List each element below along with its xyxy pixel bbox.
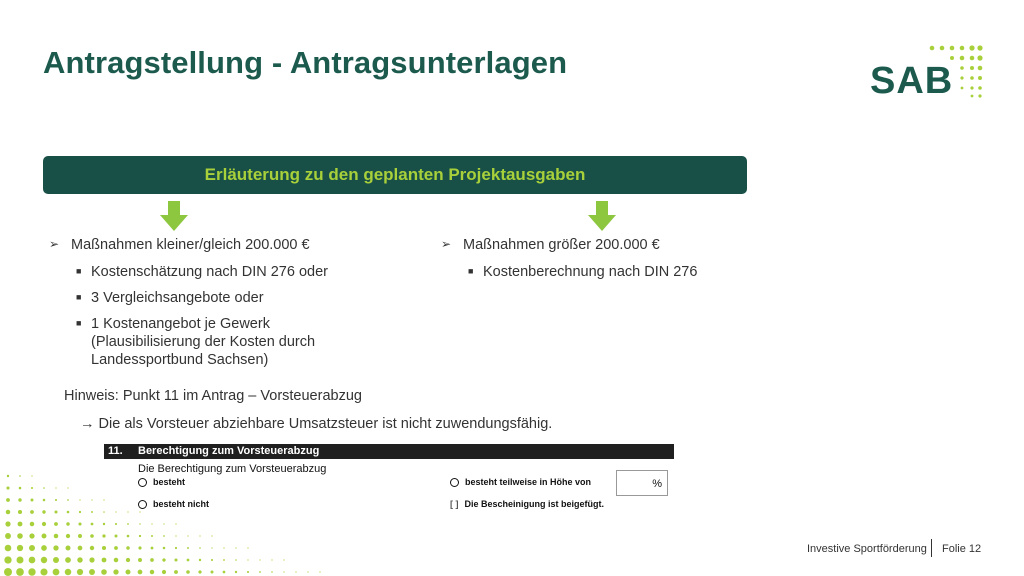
decorative-dot [30,510,34,514]
decorative-dot [30,522,35,527]
radio-icon[interactable] [450,478,459,487]
right-column [441,237,771,289]
decorative-dot [307,571,308,572]
decorative-dot [31,499,34,502]
decorative-dot [43,499,46,502]
left-column [49,237,379,377]
decorative-dot [125,569,130,574]
decorative-dot [259,559,260,560]
decorative-dot [127,523,129,525]
decorative-dot [174,558,177,561]
decorative-dot [79,511,81,513]
decorative-dot [29,545,35,551]
hint-detail [80,416,552,432]
decorative-dot [89,557,94,562]
decorative-dot [163,535,165,537]
decorative-dot [18,510,22,514]
decorative-dot [115,535,118,538]
list-item [49,315,379,369]
decorative-dot [91,499,92,500]
decorative-dot [42,522,46,526]
decorative-dot [247,547,248,548]
decorative-dot [65,545,70,550]
list-item-text: (Plausibilisierung der Kosten durch [91,334,316,350]
decorative-dot [113,569,118,574]
list-item-text: Landessportbund Sachsen) [91,352,269,368]
decorative-dot [42,534,47,539]
decorative-dot [6,486,9,489]
hint-text: Hinweis: Punkt 11 im Antrag – Vorsteuerabzug [64,388,362,404]
decorative-dot [5,545,12,552]
decorative-dot [42,510,45,513]
decorative-dot [4,568,12,576]
list-item-text: 1 Kostenangebot je Gewerk [91,316,270,332]
option-label: besteht teilweise in Höhe von [465,477,592,487]
decorative-dot [187,535,188,536]
decorative-dot [66,534,70,538]
info-banner: Erläuterung zu den geplanten Projektausgaben [43,156,747,194]
decorative-dot [41,557,47,563]
decorative-dot [16,568,24,576]
decorative-dot [102,534,105,537]
decorative-dot [115,511,116,512]
option-label: Die Bescheinigung ist beigefügt. [464,499,605,509]
decorative-dot [138,570,143,575]
decorative-dot [175,523,176,524]
decorative-dot [31,487,33,489]
decorative-dot [55,511,58,514]
form-number: 11. [108,445,123,457]
footer-section: Investive Sportförderung [807,543,927,555]
decorative-dot [199,535,200,536]
decorative-dot [103,511,105,513]
decorative-dot [91,523,94,526]
decorative-dot [53,557,59,563]
square-bullet-icon: ■ [76,318,82,328]
decorative-dot [19,475,21,477]
decorative-dot [247,559,248,560]
right-heading: Maßnahmen größer 200.000 € [463,237,660,253]
hint-detail-text: Die als Vorsteuer abziehbare Umsatzsteuer ist nicht zuwendungsfähig. [98,416,553,432]
checkbox-icon[interactable]: [ ] [450,499,459,509]
decorative-dot [174,570,178,574]
decorative-dot [6,510,11,515]
decorative-dot [295,571,296,572]
decorative-dot [235,559,237,561]
decorative-dot [29,557,36,564]
decorative-dot [186,570,190,574]
list-item [441,263,771,281]
decorative-dot [235,547,236,548]
decorative-dot [90,534,94,538]
decorative-dot [19,487,22,490]
decorative-dot [17,533,23,539]
decorative-dot [18,498,21,501]
list-item [49,289,379,307]
decorative-dot [103,523,105,525]
square-bullet-icon: ■ [468,266,474,276]
decorative-dot [151,547,154,550]
square-bullet-icon: ■ [76,292,82,302]
decorative-dot [138,546,141,549]
decorative-dot [235,571,237,573]
decorative-dot [211,559,213,561]
decorative-dot [151,535,153,537]
form-header-label: Berechtigung zum Vorsteuerabzug [138,445,320,457]
decorative-dot [127,535,130,538]
decorative-dot [101,569,107,575]
arrowhead-bullet-icon: ➢ [49,237,60,251]
form-subheading: Die Berechtigung zum Vorsteuerabzug [138,463,327,475]
list-item-text: Kostenschätzung nach DIN 276 oder [91,264,328,280]
decorative-dot [77,569,83,575]
decorative-dot [28,568,35,575]
left-heading: Maßnahmen kleiner/gleich 200.000 € [71,237,310,253]
decorative-dot [78,522,81,525]
arrow-down-icon [158,201,190,233]
decorative-dot [187,559,190,562]
decorative-dot [211,547,212,548]
decorative-dot [223,571,226,574]
decorative-dot [40,568,47,575]
decorative-dot [17,545,23,551]
decorative-dot [41,545,47,551]
decorative-dot [223,547,224,548]
decorative-dot [18,522,23,527]
decorative-dot [78,546,83,551]
decorative-dot [151,523,152,524]
list-item-text: 3 Vergleichsangebote oder [91,290,264,306]
decorative-dot [175,535,176,536]
decorative-dot [102,558,107,563]
decorative-dot [29,533,34,538]
decorative-dot [126,546,129,549]
decorative-dots [0,470,340,576]
list-item [49,263,379,281]
decorative-dot [67,487,68,488]
decorative-dot [53,545,58,550]
form-header [104,444,674,459]
decorative-dot [31,475,32,476]
decorative-dot [90,546,94,550]
decorative-dot [126,558,130,562]
decorative-dot [163,547,166,550]
decorative-dot [114,546,118,550]
logo-text: SAB [870,60,954,102]
footer-slide-number: Folie 12 [942,543,982,555]
decorative-dot [78,534,82,538]
decorative-dot [199,547,201,549]
decorative-dot [138,558,142,562]
decorative-dot [91,511,93,513]
decorative-dot [198,570,201,573]
decorative-dot [65,569,72,576]
decorative-dot [77,557,82,562]
decorative-dot [5,533,11,539]
arrow-down-icon [586,201,618,233]
decorative-dot [162,570,166,574]
decorative-dot [271,571,272,572]
arrowhead-bullet-icon: ➢ [441,237,452,251]
decorative-dot [319,571,320,572]
list-item [441,237,771,253]
square-bullet-icon: ■ [76,266,82,276]
decorative-dot [102,546,106,550]
decorative-dot [283,559,284,560]
decorative-dot [17,557,24,564]
decorative-dot [54,534,59,539]
decorative-dot [115,523,117,525]
decorative-dot [65,557,71,563]
decorative-dot [66,522,69,525]
decorative-dot [162,558,165,561]
decorative-dot [247,571,249,573]
list-item-text: Kostenberechnung nach DIN 276 [483,264,698,280]
decorative-dot [6,498,10,502]
decorative-dot [139,511,140,512]
decorative-dot [283,571,284,572]
decorative-dot [79,499,80,500]
decorative-dot [150,558,154,562]
page-title: Antragstellung - Antragsunterlagen [43,45,568,80]
decorative-dot [53,569,60,576]
decorative-dot [55,487,56,488]
decorative-dot [7,475,9,477]
option-teilweise[interactable] [450,477,591,487]
footer-divider [931,539,932,557]
percent-field[interactable]: % [616,470,668,496]
decorative-dot [4,556,11,563]
decorative-dot [175,547,177,549]
decorative-dot [199,559,201,561]
decorative-dot [43,487,45,489]
decorative-dot [163,523,164,524]
decorative-dot [67,499,69,501]
option-bescheinigung[interactable] [450,499,604,509]
list-item [49,237,379,253]
decorative-dot [139,523,140,524]
decorative-dot [187,547,189,549]
decorative-dot [5,521,10,526]
arrow-right-icon: → [80,416,95,432]
decorative-dot [55,499,57,501]
option-label: besteht [153,477,186,487]
decorative-dot [259,571,261,573]
decorative-dot [211,535,212,536]
option-label: besteht nicht [153,499,210,509]
decorative-dot [89,569,95,575]
decorative-dot [67,511,70,514]
decorative-dot [54,522,58,526]
decorative-dot [223,559,225,561]
decorative-dot [103,499,104,500]
decorative-dot [150,570,154,574]
sab-logo [870,42,985,102]
decorative-dot [271,559,272,560]
decorative-dot [127,511,128,512]
decorative-dot [139,535,141,537]
decorative-dot [114,558,119,563]
decorative-dot [211,571,214,574]
